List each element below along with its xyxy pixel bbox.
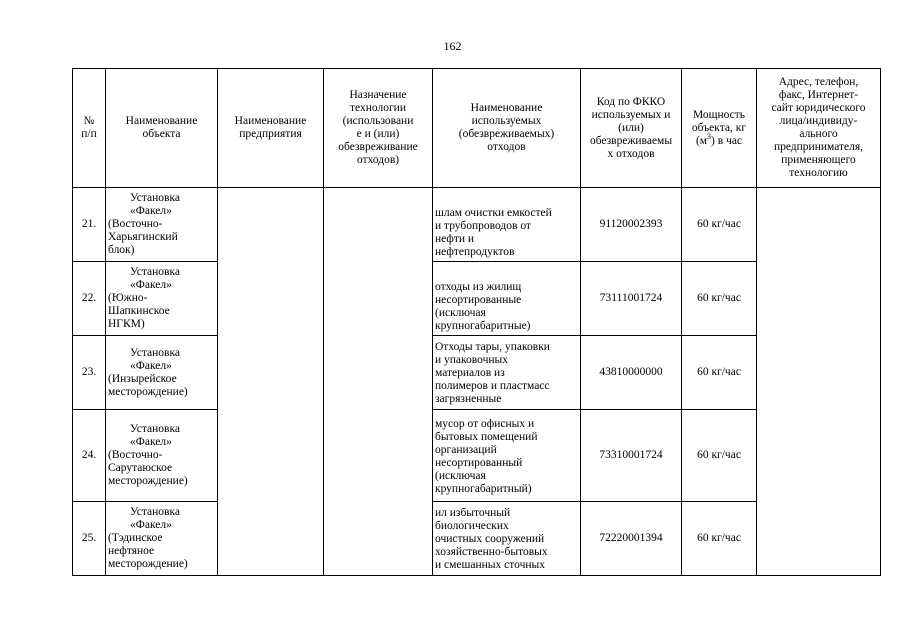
header-address: Адрес, телефон, факс, Интернет- сайт юридического лица/индивиду- ального предпринимателя, применяющего технологию (757, 69, 881, 188)
table-row (73, 188, 881, 262)
header-technology: Назначение технологии (использовани е и (или) обезвреживание отходов) (324, 69, 433, 188)
row-number: 25. (73, 502, 106, 576)
fkko-code-cell: 73111001724 (581, 262, 682, 336)
row-number: 23. (73, 336, 106, 410)
header-company-name: Наименование предприятия (218, 69, 324, 188)
object-name-cell: Установка «Факел» (Тэдинское нефтяное месторождение) (106, 502, 218, 576)
waste-name-cell: мусор от офисных и бытовых помещений организаций несортированный (исключая крупногабаритный) (433, 410, 581, 502)
technology-cell (324, 188, 433, 576)
waste-facilities-table (72, 68, 881, 576)
row-number: 22. (73, 262, 106, 336)
power-cell: 60 кг/час (682, 188, 757, 262)
object-name-cell: Установка «Факел» (Инзырейское месторождение) (106, 336, 218, 410)
address-cell (757, 188, 881, 576)
header-power: Мощность объекта, кг $(м^3)$ в час (682, 69, 757, 188)
waste-name-cell: шлам очистки емкостей и трубопроводов от нефти и нефтепродуктов (433, 188, 581, 262)
fkko-code-cell: 72220001394 (581, 502, 682, 576)
object-name-cell: Установка «Факел» (Восточно- Сарутаюское месторождение) (106, 410, 218, 502)
company-name-cell (218, 188, 324, 576)
row-number: 24. (73, 410, 106, 502)
page-number: 162 (443, 39, 462, 53)
fkko-code-cell: 73310001724 (581, 410, 682, 502)
power-cell: 60 кг/час (682, 262, 757, 336)
waste-name-cell: отходы из жилищ несортированные (исключая крупногабаритные) (433, 262, 581, 336)
waste-name-cell: ил избыточный биологических очистных сооружений хозяйственно-бытовых и смешанных сточных (433, 502, 581, 576)
row-number: 21. (73, 188, 106, 262)
fkko-code-cell: 91120002393 (581, 188, 682, 262)
power-cell: 60 кг/час (682, 336, 757, 410)
header-waste-name: Наименование используемых (обезвреживаемых) отходов (433, 69, 581, 188)
object-name-cell: Установка «Факел» (Южно- Шапкинское НГКМ) (106, 262, 218, 336)
header-num: № п/п (73, 69, 106, 188)
header-row (73, 69, 881, 188)
power-cell: 60 кг/час (682, 502, 757, 576)
header-fkko-code: Код по ФККО используемых и (или) обезвреживаемы х отходов (581, 69, 682, 188)
power-cell: 60 кг/час (682, 410, 757, 502)
fkko-code-cell: 43810000000 (581, 336, 682, 410)
waste-name-cell: Отходы тары, упаковки и упаковочных материалов из полимеров и пластмасс загрязненные (433, 336, 581, 410)
header-object-name: Наименование объекта (106, 69, 218, 188)
object-name-cell: Установка «Факел» (Восточно- Харьягинский блок) (106, 188, 218, 262)
